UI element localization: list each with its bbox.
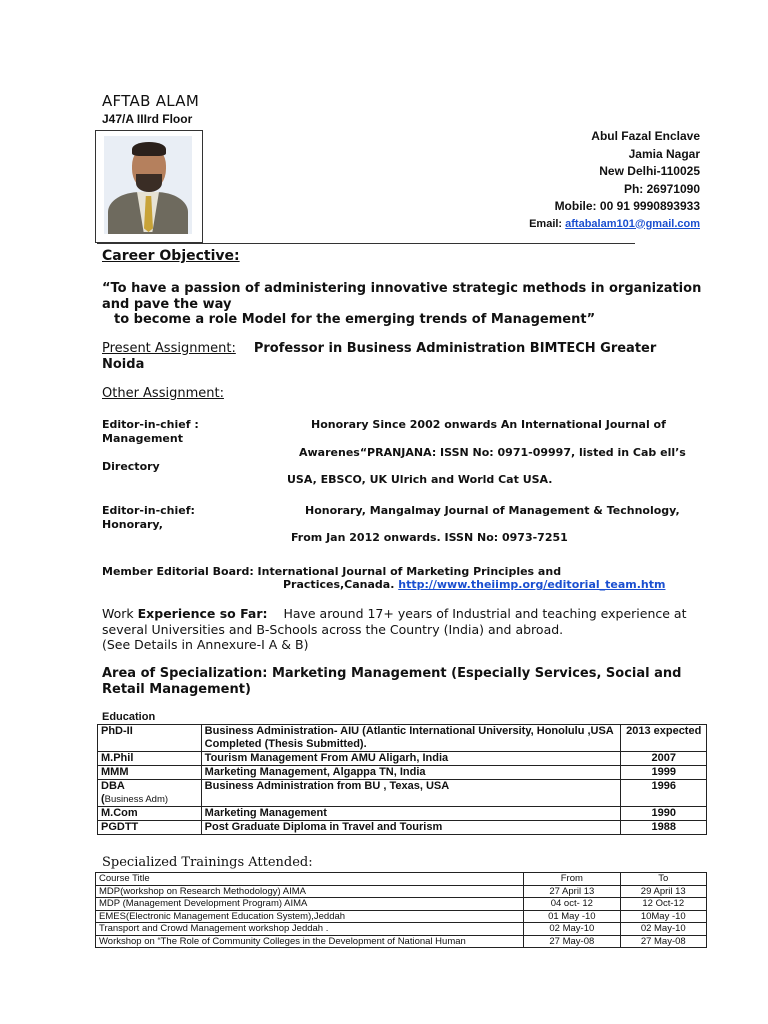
- degree-sub: Business Adm): [104, 794, 169, 805]
- career-objective-heading: Career Objective:: [102, 248, 240, 264]
- address-line: J47/A IIIrd Floor: [102, 112, 193, 126]
- to-cell: 29 April 13: [620, 885, 706, 898]
- degree-text: DBA: [101, 780, 125, 792]
- other-assignment-heading: Other Assignment:: [102, 386, 224, 401]
- table-header-row: [96, 873, 707, 886]
- editor1-wrap: Management: [102, 432, 183, 445]
- email-label: Email:: [529, 217, 566, 230]
- phone: Ph: 26971090: [623, 181, 700, 196]
- table-row: [98, 780, 707, 807]
- editor2-line: Honorary, Mangalmay Journal of Management & Technology,: [305, 504, 680, 517]
- work-experience: [102, 606, 702, 653]
- from-cell: 01 May -10: [524, 910, 620, 923]
- mobile: Mobile: 00 91 9990893933: [554, 199, 700, 213]
- table-row: [98, 725, 707, 752]
- profile-photo-frame: [95, 130, 203, 243]
- present-assignment-value: Professor in Business Administration BIMTECH Greater Noida: [102, 341, 657, 372]
- address-line: New Delhi-110025: [599, 164, 700, 178]
- year-cell: 2013 expected: [621, 725, 707, 752]
- degree-sub-paren: (: [101, 793, 105, 805]
- member-board-line: [283, 578, 665, 592]
- email-link[interactable]: aftabalam101@gmail.com: [565, 217, 700, 230]
- member-board-text: Practices,Canada.: [283, 578, 399, 591]
- education-table: [97, 724, 707, 835]
- career-objective-text: [102, 281, 702, 328]
- present-assignment: [102, 341, 702, 372]
- course-title-cell: MDP (Management Development Program) AIMA: [96, 898, 524, 911]
- table-row: [96, 885, 707, 898]
- to-cell: 02 May-10: [620, 923, 706, 936]
- present-assignment-label: Present Assignment:: [102, 341, 236, 356]
- from-cell: 27 May-08: [524, 935, 620, 948]
- degree-cell: PGDTT: [98, 821, 202, 835]
- year-cell: 2007: [621, 752, 707, 766]
- work-text: Have around 17+ years of Industrial and teaching experience at several Universities and B-Schools across the Country (India) and abroad.: [102, 606, 687, 637]
- editor1-line: Honorary Since 2002 onwards An International Journal of: [311, 418, 666, 431]
- address-line: Abul Fazal Enclave: [591, 129, 700, 143]
- table-row: [96, 910, 707, 923]
- from-cell: 27 April 13: [524, 885, 620, 898]
- degree-cell: M.Com: [98, 807, 202, 821]
- course-title-cell: MDP(workshop on Research Methodology) AIMA: [96, 885, 524, 898]
- year-cell: 1999: [621, 766, 707, 780]
- to-cell: 10May -10: [620, 910, 706, 923]
- table-row: [98, 752, 707, 766]
- editor2-line: From Jan 2012 onwards. ISSN No: 0973-7251: [291, 531, 568, 544]
- degree-cell: MMM: [98, 766, 202, 780]
- detail-cell: Business Administration- AIU (Atlantic International University, Honolulu ,USA Completed (Thesis Submitted).: [201, 725, 621, 752]
- degree-cell: [98, 780, 202, 807]
- course-title-cell: Transport and Crowd Management workshop Jeddah .: [96, 923, 524, 936]
- contact-block: [529, 128, 700, 233]
- column-header: Course Title: [96, 873, 524, 886]
- editor1-label: Editor-in-chief :: [102, 418, 199, 431]
- year-cell: 1996: [621, 780, 707, 807]
- address-line: Jamia Nagar: [628, 146, 700, 161]
- table-row: [96, 923, 707, 936]
- detail-cell: Marketing Management, Algappa TN, India: [201, 766, 621, 780]
- degree-cell: PhD-II: [98, 725, 202, 752]
- candidate-name: AFTAB ALAM: [102, 92, 200, 110]
- editor2-label: Editor-in-chief:: [102, 504, 195, 517]
- member-board-line: Member Editorial Board: International Journal of Marketing Principles and: [102, 565, 562, 578]
- course-title-cell: EMES(Electronic Management Education System),Jeddah: [96, 910, 524, 923]
- editor1-line: USA, EBSCO, UK Ulrich and World Cat USA.: [287, 473, 553, 486]
- work-label-b: Experience so Far:: [137, 606, 268, 621]
- degree-cell: M.Phil: [98, 752, 202, 766]
- detail-cell: Business Administration from BU , Texas, USA: [201, 780, 621, 807]
- to-cell: 12 Oct-12: [620, 898, 706, 911]
- profile-photo: [104, 136, 192, 234]
- editor2-wrap: Honorary,: [102, 518, 163, 531]
- header-divider: [97, 243, 635, 244]
- trainings-heading: Specialized Trainings Attended:: [102, 855, 313, 870]
- table-row: [98, 821, 707, 835]
- table-row: [96, 935, 707, 948]
- work-note: (See Details in Annexure-I A & B): [102, 637, 309, 652]
- editor1-wrap: Directory: [102, 460, 160, 473]
- to-cell: 27 May-08: [620, 935, 706, 948]
- education-heading: Education: [102, 711, 156, 723]
- email-line: [529, 216, 700, 234]
- detail-cell: Tourism Management From AMU Aligarh, India: [201, 752, 621, 766]
- year-cell: 1988: [621, 821, 707, 835]
- area-of-specialization: Area of Specialization: Marketing Management (Especially Services, Social and Retail Management): [102, 666, 682, 697]
- objective-line: “To have a passion of administering innovative strategic methods in organization and pave the way: [102, 281, 702, 312]
- year-cell: 1990: [621, 807, 707, 821]
- column-header: From: [524, 873, 620, 886]
- detail-cell: Post Graduate Diploma in Travel and Tourism: [201, 821, 621, 835]
- work-label-a: Work: [102, 606, 138, 621]
- from-cell: 04 oct- 12: [524, 898, 620, 911]
- detail-cell: Marketing Management: [201, 807, 621, 821]
- trainings-table: [95, 872, 707, 948]
- objective-line: to become a role Model for the emerging trends of Management”: [114, 312, 596, 327]
- from-cell: 02 May-10: [524, 923, 620, 936]
- course-title-cell: Workshop on “The Role of Community Colleges in the Development of National Human: [96, 935, 524, 948]
- table-row: [98, 766, 707, 780]
- editor1-line: Awarenes“PRANJANA: ISSN No: 0971-09997, listed in Cab ell’s: [299, 446, 686, 459]
- table-row: [96, 898, 707, 911]
- member-board-link[interactable]: http://www.theiimp.org/editorial_team.htm: [398, 578, 666, 591]
- column-header: To: [620, 873, 706, 886]
- table-row: [98, 807, 707, 821]
